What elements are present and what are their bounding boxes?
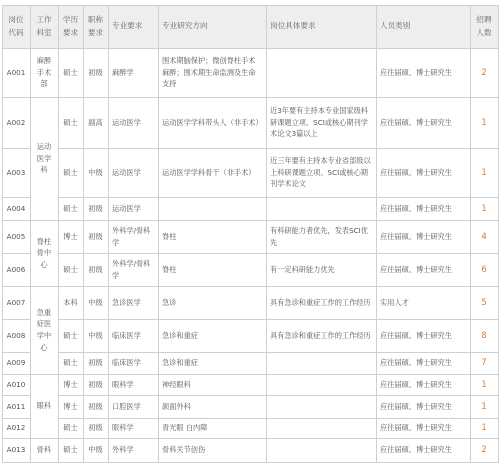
row-title: 初级 (88, 423, 103, 433)
row-count: 1 (481, 116, 487, 127)
row-major: 急诊医学 (112, 297, 141, 307)
dept-cell-guke: 骨科 (36, 445, 52, 455)
row-count: 1 (481, 166, 487, 177)
row-edu: 硕士 (63, 330, 78, 340)
row-code: A005 (6, 231, 26, 241)
row-edu: 硕士 (63, 167, 78, 177)
row-requirement: 近三年要有主持本专业省部级以上科研课题立项、SCI或核心期刊学术论文 (270, 156, 371, 189)
row-type: 应往届硕、博士研究生 (380, 203, 452, 213)
row-requirement (266, 438, 376, 462)
grid-line (108, 5, 109, 463)
header-dept: 工作 科室 (30, 5, 58, 48)
row-title: 初级 (88, 358, 103, 368)
row-code: A011 (6, 401, 26, 411)
row-edu: 博士 (63, 379, 78, 389)
grid-line (30, 5, 31, 463)
row-title: 副高 (88, 117, 103, 127)
row-title: 中级 (88, 297, 103, 307)
row-count: 4 (481, 230, 487, 241)
row-code: A009 (6, 358, 26, 368)
row-type: 应往届硕、博士研究生 (380, 379, 452, 389)
row-requirement: 具有急诊和重症工作的工作经历 (270, 330, 371, 340)
row-direction: 运动医学学科骨干（非手术） (162, 167, 256, 177)
header-requirement: 岗位具体要求 (266, 5, 376, 48)
row-count: 8 (481, 329, 487, 340)
row-major: 运动医学 (112, 167, 141, 177)
row-direction: 急诊和重症 (162, 330, 198, 340)
row-code: A003 (6, 167, 26, 177)
row-edu: 硕士 (63, 203, 78, 213)
grid-line (58, 5, 59, 463)
row-requirement: 有科研能力者优先，发表SCI优先 (270, 225, 368, 247)
header-major: 专业要求 (108, 5, 158, 48)
header-count: 招聘 人数 (470, 5, 498, 48)
row-type: 实用人才 (380, 297, 409, 307)
dept-cell-jizhen: 急重 症医 学中 心 (36, 307, 52, 352)
row-edu: 硕士 (63, 264, 78, 274)
row-major: 眼科学 (112, 423, 134, 433)
grid-line (2, 220, 498, 221)
row-title: 中级 (88, 167, 103, 177)
grid-line (2, 5, 498, 6)
row-direction: 急诊和重症 (162, 358, 198, 368)
row-count: 6 (481, 263, 487, 274)
row-code: A001 (6, 67, 26, 77)
row-requirement (266, 197, 376, 220)
row-title: 初级 (88, 231, 103, 241)
row-direction: 颌面外科 (162, 401, 191, 411)
row-requirement (266, 374, 376, 395)
row-edu: 硕士 (63, 423, 78, 433)
row-type: 应往届硕、博士研究生 (380, 330, 452, 340)
row-title: 中级 (88, 445, 103, 455)
row-count: 1 (481, 202, 487, 213)
row-count: 1 (481, 400, 487, 411)
row-code: A008 (6, 330, 26, 340)
row-requirement: 具有急诊和重症工作的工作经历 (270, 297, 371, 307)
row-title: 中级 (88, 330, 103, 340)
header-title: 职称 要求 (83, 5, 108, 48)
row-direction: 围术期脑保护；微创脊柱手术麻醉；围术期生命监测及生命支持 (162, 56, 256, 89)
row-major: 口腔医学 (112, 401, 141, 411)
row-major: 外科学/骨科学 (112, 225, 151, 247)
row-major: 麻醉学 (112, 67, 134, 77)
row-edu: 硕士 (63, 358, 78, 368)
dept-cell-mazui: 麻醉 手术 部 (36, 56, 52, 89)
grid-line (58, 395, 498, 396)
header-edu: 学历 要求 (58, 5, 83, 48)
row-count: 2 (481, 444, 487, 455)
grid-line (58, 197, 498, 198)
row-major: 临床医学 (112, 358, 141, 368)
grid-line (2, 418, 30, 419)
row-type: 应往届硕、博士研究生 (380, 264, 452, 274)
row-type: 应往届硕、博士研究生 (380, 358, 452, 368)
row-direction: 急诊 (162, 297, 177, 307)
row-requirement (266, 48, 376, 97)
grid-line (58, 253, 498, 254)
row-major: 外科学/骨科学 (112, 258, 151, 280)
header-type: 人员类别 (376, 5, 470, 48)
grid-line (376, 5, 377, 463)
row-edu: 博士 (63, 231, 78, 241)
dept-cell-yundong: 运动 医学 科 (36, 142, 52, 175)
row-count: 7 (481, 357, 487, 368)
row-count: 2 (481, 66, 487, 77)
row-type: 应往届硕、博士研究生 (380, 423, 452, 433)
grid-line (2, 374, 498, 375)
grid-line (2, 395, 30, 396)
grid-line (158, 5, 159, 463)
grid-line (470, 5, 471, 463)
grid-line (2, 438, 498, 439)
header-code: 岗位 代码 (2, 5, 30, 48)
grid-line (2, 48, 498, 49)
row-count: 5 (481, 296, 487, 307)
row-edu: 博士 (63, 401, 78, 411)
row-code: A004 (6, 203, 26, 213)
grid-line (83, 5, 84, 463)
dept-cell-yanke: 眼科 (36, 401, 52, 411)
row-code: A002 (6, 117, 26, 127)
grid-line (2, 197, 30, 198)
row-direction: 神经眼科 (162, 379, 191, 389)
row-requirement: 近3年要有主持本专业国家级科研课题立项、SCI或核心期刊学术论文3篇以上 (270, 106, 369, 139)
row-requirement: 有一定科研能力优先 (270, 264, 335, 274)
row-direction: 青光眼 白内障 (162, 423, 208, 433)
header-direction: 专业研究方向 (158, 5, 266, 48)
grid-line (498, 5, 499, 463)
row-code: A012 (6, 423, 26, 433)
row-edu: 本科 (63, 297, 78, 307)
grid-line (2, 286, 498, 287)
row-direction: 脊柱 (162, 231, 177, 241)
row-requirement (266, 352, 376, 374)
row-count: 1 (481, 422, 487, 433)
grid-line (58, 148, 498, 149)
grid-line (2, 97, 498, 98)
row-requirement (266, 418, 376, 438)
row-direction: 骨科关节创伤 (162, 445, 206, 455)
row-count: 1 (481, 378, 487, 389)
row-edu: 硕士 (63, 67, 78, 77)
row-major: 运动医学 (112, 117, 141, 127)
row-code: A013 (6, 445, 26, 455)
row-edu: 硕士 (63, 117, 78, 127)
row-type: 应往届硕、博士研究生 (380, 167, 452, 177)
row-code: A010 (6, 379, 26, 389)
row-major: 临床医学 (112, 330, 141, 340)
grid-line (2, 352, 30, 353)
row-type: 应往届硕、博士研究生 (380, 445, 452, 455)
row-type: 应往届硕、博士研究生 (380, 231, 452, 241)
row-title: 初级 (88, 203, 103, 213)
grid-line (2, 148, 30, 149)
grid-line (2, 319, 30, 320)
grid-line (58, 418, 498, 419)
grid-line (266, 5, 267, 463)
row-type: 应往届硕、博士研究生 (380, 117, 452, 127)
row-direction (158, 197, 266, 220)
row-major: 运动医学 (112, 203, 141, 213)
row-title: 初级 (88, 264, 103, 274)
row-direction: 运动医学学科带头人（非手术） (162, 117, 263, 127)
row-title: 初级 (88, 379, 103, 389)
grid-line (58, 352, 498, 353)
row-edu: 硕士 (63, 445, 78, 455)
dept-cell-jizhu: 脊柱 骨中 心 (36, 236, 52, 269)
row-major: 眼科学 (112, 379, 134, 389)
row-type: 应往届硕、博士研究生 (380, 401, 452, 411)
row-title: 初级 (88, 67, 103, 77)
grid-line (58, 319, 498, 320)
row-code: A006 (6, 264, 26, 274)
row-title: 初级 (88, 401, 103, 411)
row-requirement (266, 395, 376, 418)
row-type: 应往届硕、博士研究生 (380, 67, 452, 77)
grid-line (2, 5, 3, 463)
grid-line (2, 462, 498, 463)
row-major: 外科学 (112, 445, 134, 455)
row-code: A007 (6, 297, 26, 307)
row-direction: 脊柱 (162, 264, 177, 274)
grid-line (2, 253, 30, 254)
